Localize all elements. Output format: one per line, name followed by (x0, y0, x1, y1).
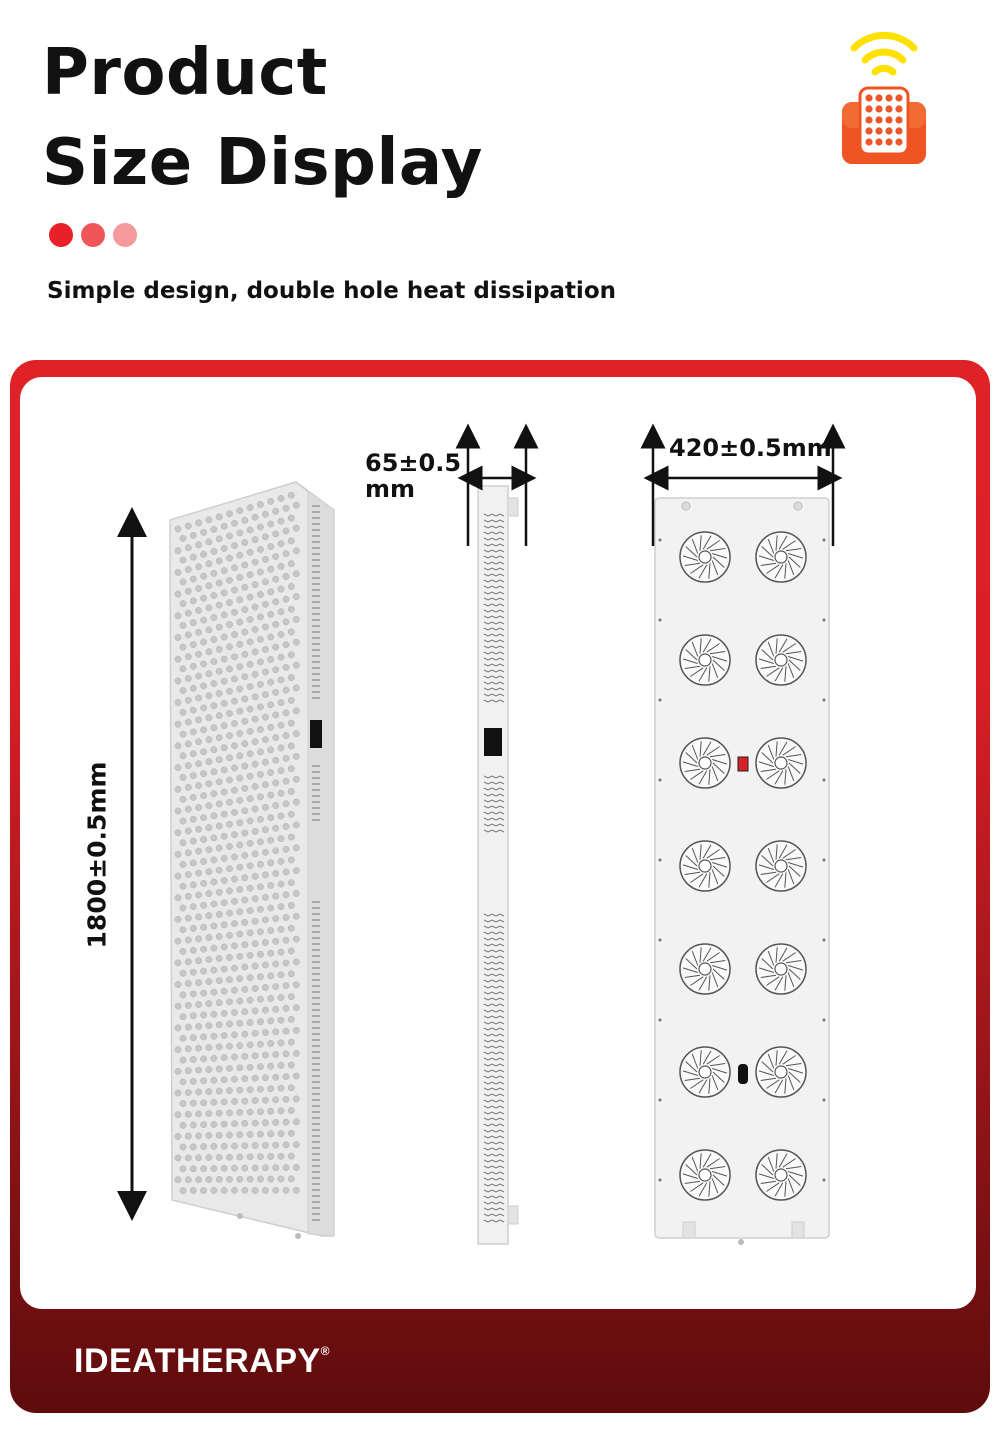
depth-value: 65±0.5 (365, 449, 462, 477)
title-line-1: Product (42, 36, 328, 110)
fan-icon (680, 841, 730, 891)
brand-logo (74, 1342, 330, 1381)
depth-dimension-label (365, 450, 461, 502)
fan-icon (680, 944, 730, 994)
brand-name: IDEATHERAPY (74, 1342, 321, 1380)
fan-icon (680, 635, 730, 685)
power-switch (738, 757, 748, 771)
fan-icon (756, 841, 806, 891)
front-panel-view (170, 482, 334, 1239)
fan-icon (680, 1047, 730, 1097)
fan-icon (756, 738, 806, 788)
side-view (478, 486, 518, 1244)
fan-icon (680, 532, 730, 582)
fan-icon (680, 1150, 730, 1200)
depth-unit: mm (365, 475, 416, 503)
subtitle: Simple design, double hole heat dissipation (47, 278, 616, 304)
fan-icon (756, 1150, 806, 1200)
fan-icon (680, 738, 730, 788)
fan-icon (756, 944, 806, 994)
fan-icon (756, 1047, 806, 1097)
title-line-2: Size Display (42, 126, 483, 200)
fan-icon (756, 532, 806, 582)
registered-mark: ® (320, 1344, 331, 1358)
width-dimension-label: 420±0.5mm (669, 434, 832, 462)
fan-icon (756, 635, 806, 685)
power-socket (738, 1064, 748, 1084)
back-view (655, 498, 829, 1245)
height-dimension-label: 1800±0.5mm (82, 761, 112, 949)
